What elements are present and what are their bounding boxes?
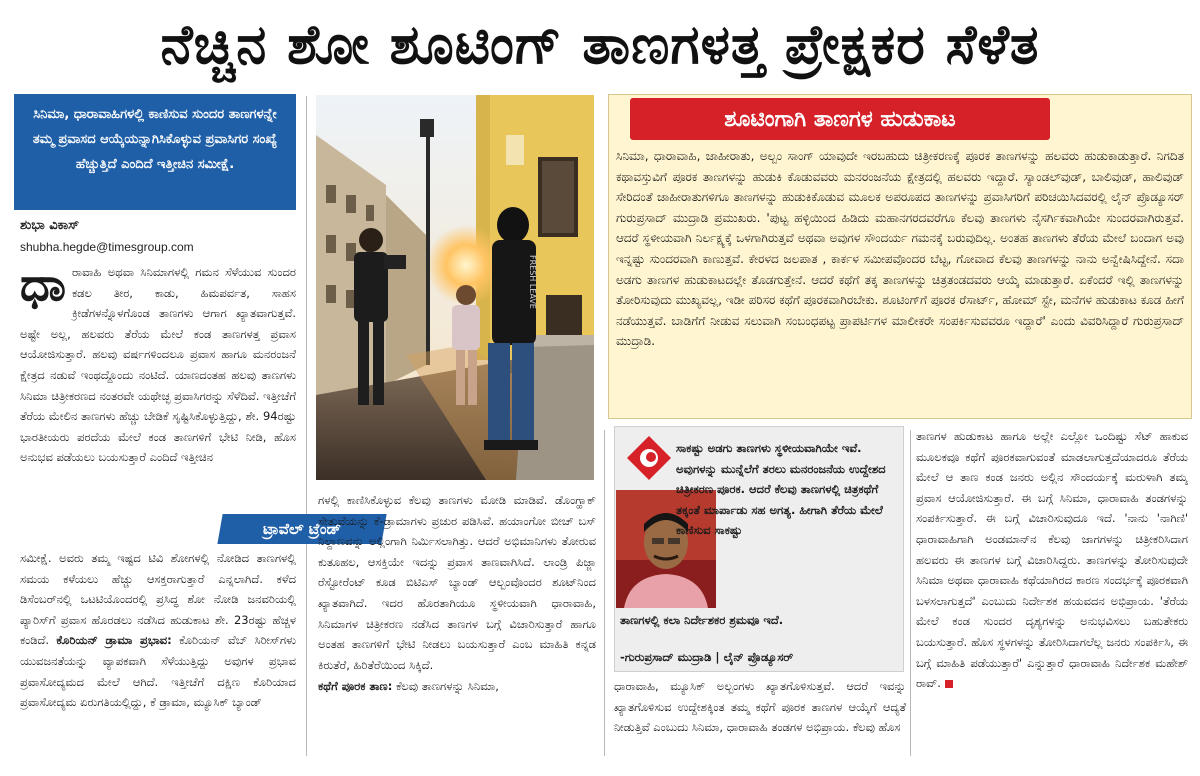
- end-mark-icon: [945, 680, 953, 688]
- author-email[interactable]: shubha.hegde@timesgroup.com: [20, 240, 194, 254]
- red-logo-icon: [627, 436, 671, 480]
- street-photo: [316, 95, 594, 480]
- right-paragraph: ತಾಣಗಳ ಹುಡುಕಾಟ ಹಾಗೂ ಅಲ್ಲೇ ಎಲ್ಲೋ ಒಂದಿಷ್ಟು ಸೆಟ್ ಹಾಕುವ ಮೂಲಕವೂ ಕಥೆಗೆ ಪೂರಕವಾಗುವಂತೆ ಮಾಡಲಾಗುತ್ತದೆಯಾದರೂ ತೆರೆಯ ಮೇಲೆ ಆ ತಾಣ ಕಂಡ ಜನರು ಅಲ್ಲಿನ ಸೌಂದರ್ಯಕ್ಕೆ ಮರುಳಾಗಿ ತಮ್ಮ ಪ್ರವಾಸ ಆಯೋಜಿಸುತ್ತಾರೆ. ಈ ಬಗ್ಗೆ ಸಿನಿಮಾ, ಧಾರಾವಾಹಿ ತಂಡಗಳನ್ನು ಸಂಪರ್ಕಿಸುತ್ತಾರೆ. ಈ ಬಗ್ಗೆ ವಿಚಾರಿಸುವುದೂ ಇದೆ. 'ನಾನು 'ನಾಗಿಣಿ' ಧಾರಾವಾಹಿಗಾಗಿ ಅಂಡಮಾನ್‌ನ ಕೆಲವು ಜಾಗಗಳನ್ನು ಚಿತ್ರೀಕರಿಸಿದಾಗ ಹಲವರು ಈ ತಾಣಗಳ ಬಗ್ಗೆ ವಿಚಾರಿಸಿದ್ದರು. ತಾಣಗಳನ್ನು ತೋರಿಸುವುದೇ ಸಿನಿಮಾ ಅಥವಾ ಧಾರಾವಾಹಿ ಕಥೆಯಾಗಿರದ ಕಾರಣ ಸಂದರ್ಭಕ್ಕೆ ಪೂರಕವಾಗಿ ಬಳಸಲಾಗುತ್ತದೆ' ಎಂಬುದು ನಿರ್ದೇಶಕ ಹಯವದನ ಅಭಿಪ್ರಾಯ. 'ತೆರೆಯ ಮೇಲೆ ಕಂಡ ಸುಂದರ ದೃಶ್ಯಗಳನ್ನು ಅನುಭವಿಸಲು ಬಹುತೇಕರು ಬಯಸುತ್ತಾರೆ. ಹೊಸ ಸ್ಥಳಗಳನ್ನು ತೋರಿಸಿದಾಗಲೆಲ್ಲ ಜನರು ಸಂಪರ್ಕಿಸಿ, ಈ ಬಗ್ಗೆ ಮಾಹಿತಿ ಪಡೆಯುತ್ತಾರೆ' ಎನ್ನುತ್ತಾರೆ ಧಾರಾವಾಹಿ ನಿರ್ದೇಶಕ ಮಹೇಶ್ ರಾವ್.: [916, 429, 1188, 691]
- column-divider: [604, 430, 605, 756]
- katha-text: ಕೆಲವು ತಾಣಗಳನ್ನು ಸಿನಿಮಾ,: [395, 679, 499, 693]
- intro-box: ಸಿನಿಮಾ, ಧಾರಾವಾಹಿಗಳಲ್ಲಿ ಕಾಣಿಸುವ ಸುಂದರ ತಾಣಗಳನ್ನೇ ತಮ್ಮ ಪ್ರವಾಸದ ಆಯ್ಕೆಯನ್ನಾಗಿಸಿಕೊಳ್ಳುವ ಪ್ರವಾಸಿಗರ ಸಂಖ್ಯೆ ಹೆಚ್ಚುತ್ತಿದೆ ಎಂದಿದೆ ಇತ್ತೀಚಿನ ಸಮೀಕ್ಷೆ.: [14, 94, 296, 210]
- bottom-paragraph: ಧಾರಾವಾಹಿ, ಮ್ಯೂಸಿಕ್ ಅಲ್ಬಂಗಳು ಖ್ಯಾತಗೊಳಿಸುತ್ತವೆ. ಆದರೆ ಇವನ್ನು ಖ್ಯಾತಗೊಳಿಸುವ ಉದ್ದೇಶಕ್ಕಿಂತ ತಮ್ಮ ಕಥೆಗೆ ಪೂರಕ ತಾಣಗಳ ಆಯ್ಕೆಗೆ ಆದ್ಯತೆ ನೀಡುತ್ತಿವೆ ಎಂಬುದು ಸಿನಿಮಾ, ಧಾರಾವಾಹಿ ತಂಡಗಳ ಅಭಿಪ್ರಾಯ. ಕೆಲವು ಹೊಸ: [614, 679, 906, 735]
- street-photo-illustration: [316, 95, 594, 480]
- article-body-bottom: [614, 676, 906, 752]
- quote-credit: -ಗುರುಪ್ರಸಾದ್ ಮುದ್ರಾಡಿ | ಲೈನ್ ಪ್ರೊಡ್ಯೂಸರ್: [620, 650, 794, 664]
- jacket-text: FRESH LEAVE: [528, 255, 537, 309]
- column-divider: [910, 430, 911, 756]
- travel-trend-label: ಟ್ರಾವೆಲ್ ಟ್ರೆಂಡ್: [263, 520, 341, 538]
- article-body-left-2: [20, 548, 296, 752]
- section-tag: ಶೂಟಿಂಗಾಗಿ ತಾಣಗಳ ಹುಡುಕಾಟ: [630, 98, 1050, 140]
- katha-heading: ಕಥೆಗೆ ಪೂರಕ ತಾಣ:: [318, 679, 393, 693]
- byline: ಶುಭಾ ವಿಕಾಸ್: [20, 218, 80, 233]
- dropcap: ಧಾ: [20, 262, 66, 311]
- middle-paragraph: ಗಳಲ್ಲಿ ಕಾಣಿಸಿಕೊಳ್ಳುವ ಕೆಲವು ತಾಣಗಳು ಮೋಡಿ ಮಾಡಿವೆ. ಡೊಂಗ್ಹಾಕ್ ಸೇತುವೆಯನ್ನು ಕೆ-ಡ್ರಾಮಾಗಳು ಪ್ರಚುರ ಪಡಿಸಿವೆ. ಹಯಾಂಗೋ ಬೀಚ್ ಬಸ್ ನಿಲ್ದಾಣವನ್ನು ಅಲ್ಲಿಂಗಾಗಿ ನಿರ್ಮಿಸಲಾಗಿತ್ತು. ಆದರೆ ಅಭಿಮಾನಿಗಳು ತೋರುವ ಕುತೂಹಲ, ಆಸಕ್ತಿಯೇ ಇದನ್ನು ಪ್ರವಾಸ ತಾಣವಾಗಿಸಿದೆ. ಲಾಂಡ್ರಿ ಪಿಜ್ಜಾ ರೆಸ್ಟೋರೆಂಟ್ ಕೂಡ ಬಿಟಿಎಸ್ ಬ್ಯಾಂಡ್ ಆಲ್ಬಂವೊಂದರ ಶೂಟ್‌ನಿಂದ ಖ್ಯಾತವಾಗಿದೆ. ಇದರ ಹೊರತಾಗಿಯೂ ಸ್ಥಳೀಯವಾಗಿ ಧಾರಾವಾಹಿ, ಸಿನಿಮಾಗಳ ಚಿತ್ರೀಕರಣ ನಡೆಸಿದ ತಾಣಗಳ ಬಗ್ಗೆ ವಿಚಾರಿಸುತ್ತಾರೆ ಹಾಗೂ ಅಂತಹ ತಾಣಗಳಿಗೆ ಭೇಟಿ ನೀಡಲು ಬಯಸುತ್ತಾರೆ ಎಂಬ ಮಾಹಿತಿ ಕನ್ನಡ ಕಿರುತೆರೆ, ಹಿರಿತೆರೆಯಿಂದ ಸಿಕ್ಕಿದೆ.: [318, 493, 596, 672]
- left-paragraph-1: ರಾವಾಹಿ ಅಥವಾ ಸಿನಿಮಾಗಳಲ್ಲಿ ಗಮನ ಸೆಳೆಯುವ ಸುಂದರ ಕಡಲ ತೀರ, ಕಾಡು, ಹಿಮಪರ್ವತ, ಸಾಹಸ ಕ್ರೀಡೆಗಳನ್ನೊಳಗೊಂಡ ತಾಣಗಳು ಆಗಾಗ ಖ್ಯಾತವಾಗುತ್ತವೆ. ಅಷ್ಟೇ ಅಲ್ಲ, ಹಲವರು ತೆರೆಯ ಮೇಲೆ ಕಂಡ ತಾಣಗಳತ್ತ ಪ್ರವಾಸ ಆಯೋಜಿಸುತ್ತಾರೆ. ಹಲವು ವರ್ಷಗಳಿಂದಲೂ ಪ್ರವಾಸ ಹಾಗೂ ಮನರಂಜನೆ ಕ್ಷೇತ್ರದ ನಡುವೆ ಇಂಥದ್ದೊಂದು ನಂಟಿದೆ. ಯಾಣದಂತಹ ಹಲವು ತಾಣಗಳು ಸಿನಿಮಾ ಚಿತ್ರೀಕರಣದ ನಂತರವೇ ಯಥೇಚ್ಛ ಪ್ರವಾಸಿಗರನ್ನು ಸೆಳೆದಿವೆ. ಇತ್ತೀಚೆಗೆ ತೆರೆಯ ಮೇಲಿನ ತಾಣಗಳು ಹೆಚ್ಚು ಬೇಡಿಕೆ ಸೃಷ್ಟಿಸಿಕೊಳ್ಳುತ್ತಿದ್ದು, ಶೇ. 94ರಷ್ಟು ಭಾರತೀಯರು ಪರದೆಯ ಮೇಲೆ ಕಂಡ ತಾಣಗಳಿಗೆ ಭೇಟಿ ನೀಡಿ, ಹೊಸ ಅನುಭವ ಪಡೆಯಲು ಬಯಸುತ್ತಾರೆ ಎಂದಿದೆ ಇತ್ತೀಚಿನ: [20, 265, 296, 465]
- article-body-middle-2: [318, 676, 596, 752]
- korean-drama-text: ಕೊರಿಯನ್ ವೆಬ್ ಸಿರೀಸ್‌ಗಳು ಯುವಜನತೆಯನ್ನು ವ್ಯಾಪಕವಾಗಿ ಸೆಳೆಯುತ್ತಿದ್ದು ಅವುಗಳ ಪ್ರಭಾವ ಪ್ರವಾಸೋದ್ಯಮದ ಮೇಲೆ ಆಗಿದೆ. ಇತ್ತೀಚೆಗೆ ದಕ್ಷಿಣ ಕೊರಿಯಾದ ಪ್ರವಾಸೋದ್ಯಮ ಏರುಗತಿಯಲ್ಲಿದ್ದು, ಕೆ ಡ್ರಾಮಾ, ಮ್ಯೂಸಿಕ್ ಬ್ಯಾಂಡ್: [20, 633, 296, 710]
- quote-text: ಸಾಕಷ್ಟು ಅಡಗು ತಾಣಗಳು ಸ್ಥಳೀಯವಾಗಿಯೇ ಇವೆ. ಅವುಗಳನ್ನು ಮುನ್ನೆಲೆಗೆ ತರಲು ಮನರಂಜನೆಯ ಉದ್ದೇಶದ ಚಿತ್ರೀಕರಣ ಪೂರಕ. ಆದರೆ ಕೆಲವು ತಾಣಗಳಲ್ಲಿ ಚಿತ್ರಕಥೆಗೆ ತಕ್ಕಂತೆ ಮಾರ್ಪಾಡು ಸಹ ಅಗತ್ಯ. ಹೀಗಾಗಿ ತೆರೆಯ ಮೇಲೆ ಕಾಣಿಸುವ ಸಾಕಷ್ಟು: [676, 441, 886, 537]
- korean-drama-heading: ಕೊರಿಯನ್ ಡ್ರಾಮಾ ಪ್ರಭಾವ:: [56, 633, 172, 648]
- column-divider: [306, 96, 307, 756]
- shooting-box-text: ಸಿನಿಮಾ, ಧಾರಾವಾಹಿ, ಜಾಹೀರಾತು, ಅಲ್ಬಂ ಸಾಂಗ್ ಯಾವುದೇ ಇರಬಹುದು ಚಿತ್ರೀಕರಣಕ್ಕೆ ಪೂರಕ ತಾಣಗಳನ್ನು ಹಲವರು ಹುಡುಕಾಡುತ್ತಾರೆ. ನಿಗದಿತ ಕಥಾವಸ್ತುವಿಗೆ ಪೂರಕ ತಾಣಗಳನ್ನು ಹುಡುಕಿ ಕೊಡುವವರು ಮನರಂಜನೆಯ ಕ್ಷೇತ್ರದಲ್ಲಿ ಹಲವರು ಇದ್ದಾರೆ. ಸ್ಯಾಂಡಲ್‌ವುಡ್, ಬಾಲಿವುಡ್, ಹಾಲಿವುಡ್ ಸೇರಿದಂತೆ ಜಾಹೀರಾತುಗಳಿಗೂ ತಾಣಗಳನ್ನು ಹುಡುಕಿಕೊಡುವ ಮೂಲಕ ಅಪರೂಪದ ತಾಣಗಳನ್ನು ಪ್ರವಾಸಿಗರಿಗೆ ಪರಿಚಯಿಸಿದವರಲ್ಲಿ ಲೈನ್ ಪ್ರೊಡ್ಯೂಸರ್ ಗುರುಪ್ರಸಾದ್ ಮುದ್ರಾಡಿ ಪ್ರಮುಖರು. 'ಪುಟ್ಟ ಹಳ್ಳಿಯಿಂದ ಹಿಡಿದು ಮಹಾನಗರದವರೆಗೂ ಕೆಲವು ತಾಣಗಳು ನೈಸರ್ಗಿಕವಾಗಿಯೇ ಸುಂದರವಾಗಿರುತ್ತವೆ. ಆದರೆ ಸ್ಥಳೀಯವಾಗಿ ನಿರ್ಲಕ್ಷ್ಯಕ್ಕೆ ಒಳಗಾಗಿರುತ್ತವೆ ಅಥವಾ ಅವುಗಳ ಸೌಂದರ್ಯ ಗಮನಕ್ಕೆ ಬರುವುದಿಲ್ಲ. ಅಂತಹ ತಾಣಗಳು ತೆರೆಯ ಮೇಲೆ ಬಂದಾಗ ಅವು ಇನ್ನಷ್ಟು ಸುಂದರವಾಗಿ ಕಾಣುತ್ತವೆ. ಕೇರಳದ ಜಲಪಾತ , ಕಾರ್ಕಳ ಸಮೀಪವೊಂದರ ಬೆಟ್ಟ, ಗೋವಾದ ಕೆಲವು ತಾಣಗಳನ್ನು ನಾನು ಅನ್ವೇಷಿಸಿದ್ದೇನೆ. ಸದಾ ಅಡಗು ತಾಣಗಳ ಹುಡುಕಾಟದಲ್ಲೇ ತೊಡಗುತ್ತೇನೆ. ಆದರೆ ಕಥೆಗೆ ತಕ್ಕ ತಾಣಗಳನ್ನು ಚಿತ್ರತಂಡದವರು ಆಯ್ಕೆ ಮಾಡುತ್ತಾರೆ. ಏಕೆಂದರೆ ಇಲ್ಲಿ ತಾಣಗಳನ್ನು ತೋರಿಸುವುದು ಮುಖ್ಯವಲ್ಲ, ಇಡೀ ಪರಿಸರ ಕಥೆಗೆ ಪೂರಕವಾಗಿರಬೇಕು. ಶೂಟಿಂಗ್‌ಗೆ ಪೂರಕ ರೆಸಾರ್ಟ್, ಹೋಮ್ ಸ್ಟೇ, ಮನೆಗಳ ಹುಡುಕಾಟ ಕೂಡ ಹೀಗೆ ನಡೆಯುತ್ತವೆ. ಬಾಡಿಗೆಗೆ ನೀಡುವ ಸಲುವಾಗಿ ಸಂಬಂಧಪಟ್ಟ ಪ್ರಾಪರ್ಟಿಗಳ ಮಾಲೀಕರೇ ಸಂಪರ್ಕಿಸುವವರೂ ಇದ್ದಾರೆ' ಎಂದು ವಿವರಿಸಿದ್ದಾರೆ ಗುರುಪ್ರಸಾದ್ ಮುದ್ರಾಡಿ.: [616, 149, 1184, 349]
- quote-text-2: ತಾಣಗಳಲ್ಲಿ ಕಲಾ ನಿರ್ದೇಶಕರ ಶ್ರಮವೂ ಇದೆ.: [620, 613, 784, 627]
- article-body-right: [916, 426, 1188, 752]
- page-headline: ನೆಚ್ಚಿನ ಶೋ ಶೂಟಿಂಗ್ ತಾಣಗಳತ್ತ ಪ್ರೇಕ್ಷಕರ ಸೆಳೆತ: [160, 13, 1040, 76]
- left-paragraph-2: ಸಮೀಕ್ಷೆ. ಅವರು ತಮ್ಮ ಇಷ್ಟದ ಟಿವಿ ಶೋಗಳಲ್ಲಿ ನೋಡಿದ ತಾಣಗಳಲ್ಲಿ ಸಮಯ ಕಳೆಯಲು ಹೆಚ್ಚು ಆಸಕ್ತರಾಗುತ್ತಾರೆ ಎನ್ನಲಾಗಿದೆ. ಕಳೆದ ಡಿಸೆಂಬರ್‌ನಲ್ಲಿ ಒಟಟಿಯೊಂದರಲ್ಲಿ ಪ್ರಸಿದ್ಧ ಶೋ ನೋಡಿ ಜನವರಿಯಲ್ಲಿ ಪ್ಯಾರಿಸ್‌ಗೆ ಪ್ರವಾಸ ಹೊರಡಲು ನಡೆಸಿದ ಹುಡುಕಾಟ ಶೇ. 23ರಷ್ಟು ಹೆಚ್ಚಳ ಕಂಡಿದೆ.: [20, 551, 296, 648]
- article-body-left: [20, 262, 296, 514]
